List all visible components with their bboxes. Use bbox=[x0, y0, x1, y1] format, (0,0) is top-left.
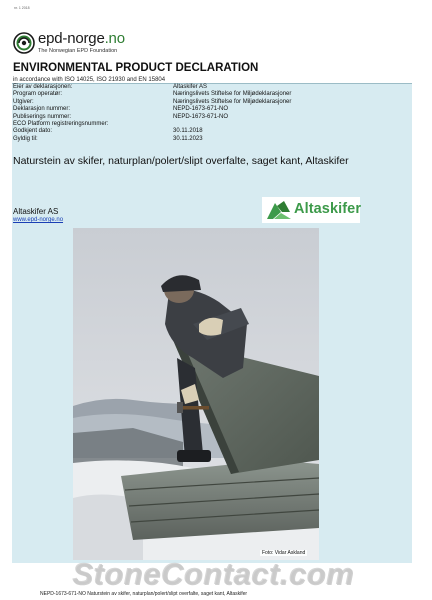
logo-name: epd-norge bbox=[38, 30, 105, 47]
meta-label: Deklarasjon nummer: bbox=[13, 106, 71, 113]
meta-label: Utgiver: bbox=[13, 98, 34, 105]
epd-norge-logo-icon bbox=[13, 32, 35, 54]
meta-value: Næringslivets Stiftelse for Miljødeklarasjoner bbox=[173, 98, 292, 105]
logo-tld: .no bbox=[104, 30, 125, 47]
meta-row bbox=[12, 106, 412, 113]
meta-value: 30.11.2023 bbox=[173, 135, 203, 142]
meta-value: Altaskifer AS bbox=[173, 84, 412, 92]
meta-row bbox=[12, 121, 412, 128]
meta-value: NEPD-1673-671-NO bbox=[173, 113, 229, 120]
meta-value: NEPD-1673-671-NO bbox=[173, 106, 229, 113]
meta-row bbox=[12, 114, 412, 121]
meta-label: ECO Platform registreringsnummer: bbox=[13, 121, 109, 128]
meta-value: Næringslivets Stiftelse for Miljødeklarasjoner bbox=[173, 91, 292, 98]
meta-label: Godkjent dato: bbox=[13, 128, 53, 135]
brand-wordmark: Altaskifer bbox=[294, 201, 362, 217]
logo-subtitle: The Norwegian EPD Foundation bbox=[38, 48, 118, 54]
footer-reference: NEPD-1673-671-NO Naturstein av skifer, naturplan/polert/slipt overfalte, saget kant, Altaskifer bbox=[40, 591, 248, 597]
product-title: Naturstein av skifer, naturplan/polert/slipt overfalte, saget kant, Altaskifer bbox=[13, 155, 349, 167]
meta-label: Program operatør: bbox=[13, 91, 63, 98]
page-reference: nr. 1 2018 bbox=[14, 6, 30, 10]
meta-label: Eier av deklarasjonen: bbox=[12, 84, 173, 92]
meta-row bbox=[12, 136, 412, 143]
declaration-meta-table bbox=[12, 83, 412, 143]
document-title: ENVIRONMENTAL PRODUCT DECLARATION bbox=[13, 62, 259, 74]
meta-row bbox=[12, 99, 412, 106]
meta-row bbox=[12, 84, 412, 92]
meta-value: 30.11.2018 bbox=[173, 128, 203, 135]
meta-row bbox=[12, 91, 412, 98]
photo-credit: Foto: Vidar Askland bbox=[262, 550, 306, 556]
slate-worker-photo bbox=[73, 228, 319, 560]
meta-label: Gyldig til: bbox=[13, 135, 38, 142]
meta-row bbox=[12, 128, 412, 135]
meta-label: Publiserings nummer: bbox=[13, 113, 72, 120]
document-subtitle: in accordance with ISO 14025, ISO 21930 and EN 15804 bbox=[13, 77, 166, 83]
slate-leaf-logo-icon bbox=[266, 200, 292, 220]
logo-wordmark bbox=[38, 31, 125, 47]
owner-name: Altaskifer AS bbox=[13, 207, 59, 216]
owner-website-link[interactable]: www.epd-norge.no bbox=[13, 217, 64, 223]
watermark: StoneContact.com bbox=[72, 556, 354, 591]
meta-value bbox=[173, 121, 412, 128]
